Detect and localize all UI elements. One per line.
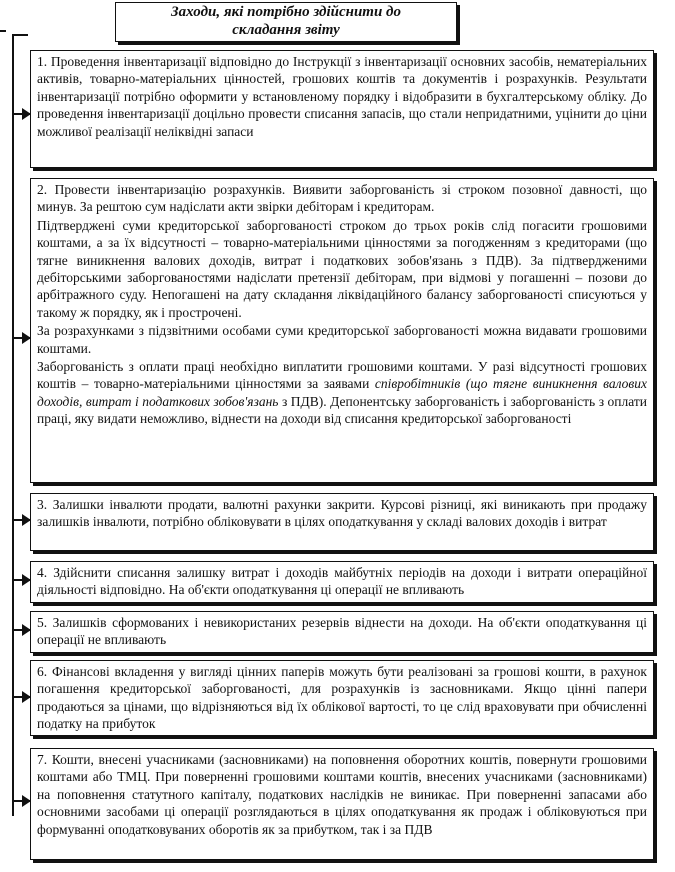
step-box-1 xyxy=(30,50,654,168)
step-box-6 xyxy=(30,660,654,736)
step-2-paragraph-3: За розрахунками з підзвітними особами суми кредиторської заборгованості можна видавати грошовими коштами. xyxy=(37,323,647,356)
step-2-final-text: з ПДВ). Депонентську заборгованість і заборгованість з оплати праці, яку видати неможливо, віднести на доходи від списання кредиторської заборгованості xyxy=(37,393,648,427)
arrow-to-step-5 xyxy=(13,629,30,631)
step-2-paragraph-1: 2. Провести інвентаризацію розрахунків. Виявити заборгованість зі строком позовної давності, що минув. За рештою сум надіслати акти звірки дебіторам і кредиторам. xyxy=(37,182,647,215)
step-box-7 xyxy=(30,748,654,860)
step-3-text: 3. Залишки інвалюти продати, валютні рахунки закрити. Курсові різниці, які виникають при продажу залишків інвалюти, потрібно обліковувати в цілях оподаткування у складі валових доходів і витрат xyxy=(37,497,647,530)
connector-tick xyxy=(0,30,6,32)
step-4-text: 4. Здійснити списання залишку витрат і доходів майбутніх періодів на доходи і витрати операційної діяльності відповідно. На об'єкти оподаткування ці операції не впливають xyxy=(37,565,647,598)
arrow-to-step-3 xyxy=(13,519,30,521)
arrow-to-step-4 xyxy=(13,579,30,581)
step-box-5 xyxy=(30,611,654,653)
arrow-to-step-2 xyxy=(13,337,30,339)
connector-spine xyxy=(12,34,14,816)
arrow-to-step-1 xyxy=(13,113,30,115)
step-2-paragraph-4-text: Заборгованість з оплати праці необхідно виплатити грошовими коштами. У разі відсутності грошових коштів – товарно-матеріальними цінностями за заявами xyxy=(37,359,647,392)
diagram-title xyxy=(115,2,457,42)
step-box-3 xyxy=(30,493,654,551)
step-7-text: 7. Кошти, внесені учасниками (засновниками) на поповнення оборотних коштів, повернути грошовими коштами або ТМЦ. При поверненні грошовими коштами коштів, внесених учасниками (засновниками) на поповнення статутного капіталу, податкових наслідків не виникає. При поверненні запасами або основними засобами ці операції розглядаються в цілях оподаткування як продаж і обліковуються при формуванні оподатковуваних оборотів як за прибутком, так і за ПДВ xyxy=(37,752,647,837)
step-1-text: 1. Проведення інвентаризації відповідно до Інструкції з інвентаризації основних засобів, нематеріальних активів, товарно-матеріальних цінностей, грошових коштів та документів і розрахунків. Результати інвентаризації потрібно оформити у встановленому порядку і відобразити в бухгалтерському обліку. До проведення інвентаризації доцільно провести списання запасів, що стали непридатними, уцінити до ціни можливої реалізації неліквідні запаси xyxy=(37,54,647,139)
step-box-4 xyxy=(30,561,654,603)
step-box-2 xyxy=(30,178,654,483)
step-2-italic-text: співробітників (що тягне виникнення валових доходів, витрат і податкових зобов'язань xyxy=(37,376,647,409)
step-2-paragraph-4 xyxy=(37,358,647,428)
step-5-text: 5. Залишків сформованих і невикористаних резервів віднести на доходи. На об'єкти оподаткування ці операції не впливають xyxy=(37,615,647,648)
step-2-paragraph-2: Підтверджені суми кредиторської заборгованості строком до трьох років слід погасити грошовими коштами, а за їх відсутності – товарно-матеріальними цінностями за погодженням з кредиторами (що тягне виникнення валових доходів, витрат і податкових зобов'язань з ПДВ). За підтвердженими дебіторськими заборгованостями надіслати претензії дебіторам, при відмові у погашенні – позови до арбітражного суду. Непогашені на дату складання ліквідаційного балансу заборгованості списуються у такому ж порядку, як і прострочені. xyxy=(37,217,647,320)
arrow-to-step-7 xyxy=(13,800,30,802)
connector-spine-top xyxy=(12,34,28,36)
arrow-to-step-6 xyxy=(13,696,30,698)
diagram-title-text: Заходи, які потрібно здійснити до складання звіту xyxy=(171,4,401,38)
step-6-text: 6. Фінансові вкладення у вигляді цінних паперів можуть бути реалізовані за грошові кошти, в рахунок погашення кредиторської заборгованості, для розрахунків із засновниками. Якщо цінні папери продаються за цінами, що відрізняються від їх облікової вартості, то це слід враховувати при обчисленні податку на прибуток xyxy=(37,664,647,732)
